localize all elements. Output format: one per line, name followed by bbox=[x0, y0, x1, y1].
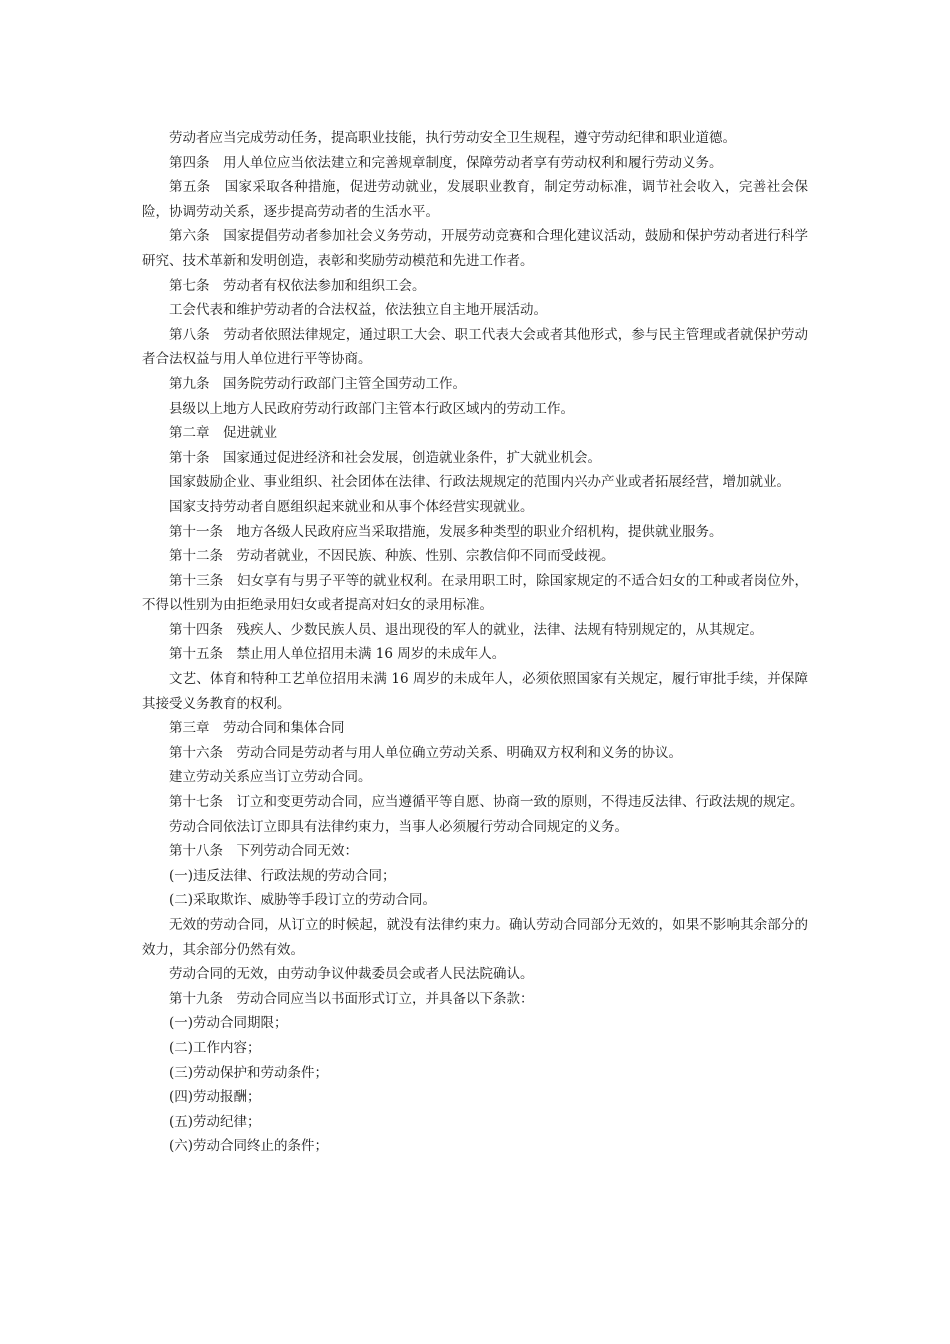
paragraph: 文艺、体育和特种工艺单位招用未满 16 周岁的未成年人，必须依照国家有关规定，履行审批手续，并保障其接受义务教育的权利。 bbox=[142, 671, 808, 712]
paragraph: 第十九条 劳动合同应当以书面形式订立，并具备以下条款： bbox=[169, 990, 534, 1007]
paragraph: 第十五条 禁止用人单位招用未满 16 周岁的未成年人。 bbox=[169, 646, 506, 663]
paragraph: 第十二条 劳动者就业，不因民族、种族、性别、宗教信仰不同而受歧视。 bbox=[169, 548, 615, 565]
paragraph: 第十四条 残疾人、少数民族人员、退出现役的军人的就业，法律、法规有特别规定的，从其规定。 bbox=[169, 621, 763, 638]
paragraph: 第十三条 妇女享有与男子平等的就业权利。在录用职工时，除国家规定的不适合妇女的工种或者岗位外，不得以性别为由拒绝录用妇女或者提高对妇女的录用标准。 bbox=[142, 572, 808, 614]
chapter-heading: 第二章 促进就业 bbox=[169, 425, 277, 442]
paragraph: 工会代表和维护劳动者的合法权益，依法独立自主地开展活动。 bbox=[169, 302, 547, 319]
paragraph: 劳动合同的无效，由劳动争议仲裁委员会或者人民法院确认。 bbox=[169, 966, 534, 983]
list-item: (一)劳动合同期限； bbox=[169, 1015, 288, 1032]
list-item: (五)劳动纪律； bbox=[169, 1113, 261, 1130]
paragraph: 第十八条 下列劳动合同无效： bbox=[169, 843, 358, 860]
list-item: (四)劳动报酬； bbox=[169, 1089, 261, 1106]
paragraph: 第四条 用人单位应当依法建立和完善规章制度，保障劳动者享有劳动权利和履行劳动义务。 bbox=[169, 154, 723, 171]
paragraph: 第五条 国家采取各种措施，促进劳动就业，发展职业教育，制定劳动标准，调节社会收入，完善社会保险，协调劳动关系，逐步提高劳动者的生活水平。 bbox=[142, 179, 808, 220]
paragraph: 第六条 国家提倡劳动者参加社会义务劳动，开展劳动竞赛和合理化建议活动，鼓励和保护劳动者进行科学研究、技术革新和发明创造，表彰和奖励劳动模范和先进工作者。 bbox=[142, 228, 808, 269]
paragraph: 劳动合同依法订立即具有法律约束力，当事人必须履行劳动合同规定的义务。 bbox=[169, 818, 628, 835]
paragraph: 第十六条 劳动合同是劳动者与用人单位确立劳动关系、明确双方权利和义务的协议。 bbox=[169, 744, 682, 761]
paragraph: 第十条 国家通过促进经济和社会发展，创造就业条件，扩大就业机会。 bbox=[169, 449, 601, 466]
list-item: (二)采取欺诈、威胁等手段订立的劳动合同。 bbox=[169, 892, 437, 909]
list-item: (二)工作内容； bbox=[169, 1039, 261, 1056]
paragraph: 第九条 国务院劳动行政部门主管全国劳动工作。 bbox=[169, 375, 466, 392]
paragraph: 国家鼓励企业、事业组织、社会团体在法律、行政法规规定的范围内兴办产业或者拓展经营，增加就业。 bbox=[169, 474, 790, 491]
paragraph: 无效的劳动合同，从订立的时候起，就没有法律约束力。确认劳动合同部分无效的，如果不影响其余部分的效力，其余部分仍然有效。 bbox=[142, 917, 808, 958]
paragraph: 劳动者应当完成劳动任务，提高职业技能，执行劳动安全卫生规程，遵守劳动纪律和职业道德。 bbox=[169, 130, 736, 146]
document-body bbox=[142, 126, 808, 1159]
paragraph: 第八条 劳动者依照法律规定，通过职工大会、职工代表大会或者其他形式，参与民主管理或者就保护劳动者合法权益与用人单位进行平等协商。 bbox=[142, 326, 808, 368]
list-item: (六)劳动合同终止的条件； bbox=[169, 1138, 329, 1155]
paragraph: 第十一条 地方各级人民政府应当采取措施，发展多种类型的职业介绍机构，提供就业服务。 bbox=[169, 523, 723, 540]
paragraph: 建立劳动关系应当订立劳动合同。 bbox=[169, 769, 372, 786]
paragraph: 县级以上地方人民政府劳动行政部门主管本行政区域内的劳动工作。 bbox=[169, 400, 574, 417]
list-item: (三)劳动保护和劳动条件； bbox=[169, 1064, 329, 1081]
list-item: (一)违反法律、行政法规的劳动合同； bbox=[169, 867, 396, 884]
paragraph: 国家支持劳动者自愿组织起来就业和从事个体经营实现就业。 bbox=[169, 498, 534, 515]
paragraph: 第十七条 订立和变更劳动合同，应当遵循平等自愿、协商一致的原则，不得违反法律、行政法规的规定。 bbox=[169, 794, 804, 811]
paragraph: 第七条 劳动者有权依法参加和组织工会。 bbox=[169, 277, 426, 294]
chapter-heading: 第三章 劳动合同和集体合同 bbox=[169, 720, 345, 737]
